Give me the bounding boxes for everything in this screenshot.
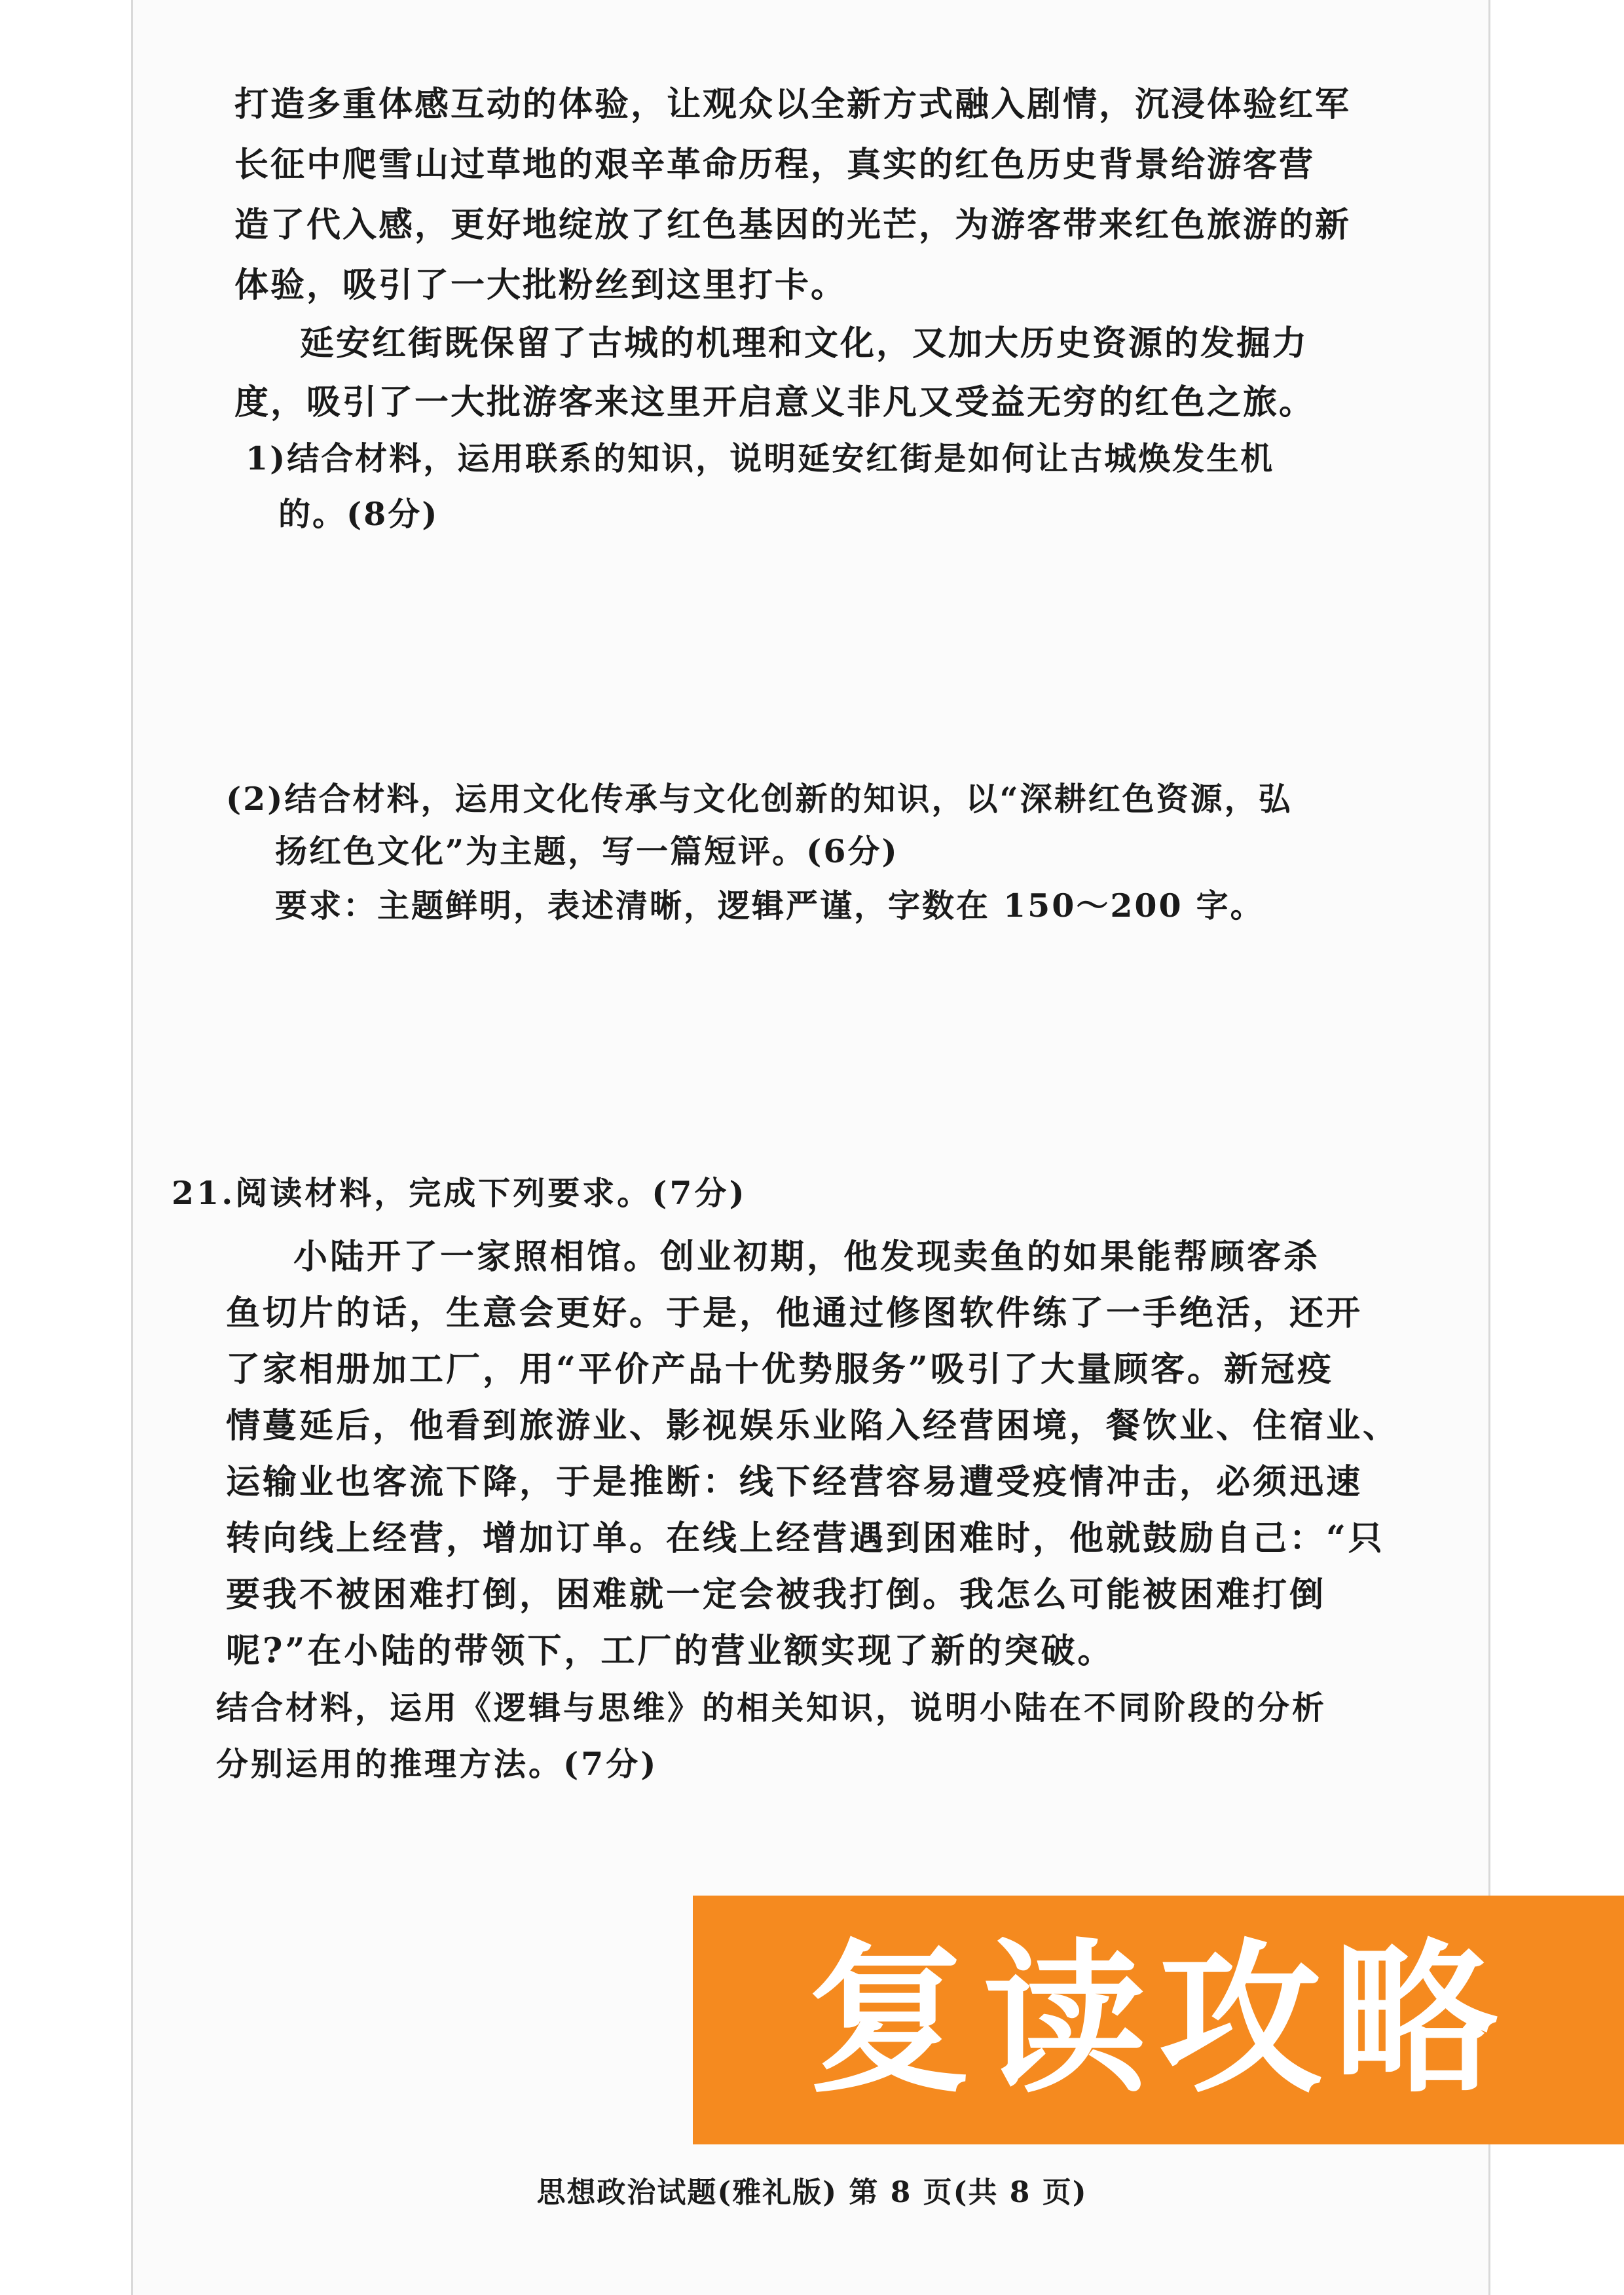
question-2-requirement: 要求：主题鲜明，表述清晰，逻辑严谨，字数在 150～200 字。 <box>275 887 1264 925</box>
question-21-task-line: 分别运用的推理方法。(7分) <box>216 1745 659 1783</box>
material-line: 延安红街既保留了古城的机理和文化，又加大历史资源的发掘力 <box>300 323 1309 363</box>
question-2-line: 扬红色文化”为主题，写一篇短评。(6分) <box>275 832 899 870</box>
question-21-title: 21.阅读材料，完成下列要求。(7分) <box>172 1174 747 1212</box>
question-1-line: 1)结合材料，运用联系的知识，说明延安红街是如何让古城焕发生机 <box>246 439 1275 477</box>
question-21-material-line: 要我不被困难打倒，困难就一定会被我打倒。我怎么可能被困难打倒 <box>226 1575 1327 1615</box>
question-21-material-line: 了家相册加工厂，用“平价产品十优势服务”吸引了大量顾客。新冠疫 <box>226 1349 1334 1389</box>
material-line: 度，吸引了一大批游客来这里开启意义非凡又受益无穷的红色之旅。 <box>234 382 1316 422</box>
question-21-material-line: 呢?”在小陆的带领下，工厂的营业额实现了新的突破。 <box>226 1631 1115 1671</box>
material-line: 造了代入感，更好地绽放了红色基因的光芒，为游客带来红色旅游的新 <box>234 205 1352 245</box>
page-footer: 思想政治试题(雅礼版) 第 8 页(共 8 页) <box>536 2176 1088 2209</box>
question-21-material-line: 转向线上经营，增加订单。在线上经营遇到困难时，他就鼓励自己：“只 <box>226 1518 1385 1558</box>
watermark-banner-text: 复读攻略 <box>807 1924 1509 2115</box>
material-line: 打造多重体感互动的体验，让观众以全新方式融入剧情，沉浸体验红军 <box>234 84 1352 124</box>
question-1-line: 的。(8分) <box>278 495 439 533</box>
material-line: 长征中爬雪山过草地的艰辛革命历程，真实的红色历史背景给游客营 <box>234 145 1316 185</box>
material-line: 体验，吸引了一大批粉丝到这里打卡。 <box>234 265 847 305</box>
question-2-line: (2)结合材料，运用文化传承与文化创新的知识，以“深耕红色资源，弘 <box>226 780 1293 818</box>
question-21-material-line: 小陆开了一家照相馆。创业初期，他发现卖鱼的如果能帮顾客杀 <box>293 1237 1321 1277</box>
question-21-material-line: 鱼切片的话，生意会更好。于是，他通过修图软件练了一手绝活，还开 <box>226 1293 1363 1333</box>
question-21-task-line: 结合材料，运用《逻辑与思维》的相关知识，说明小陆在不同阶段的分析 <box>216 1689 1327 1727</box>
watermark-banner <box>693 1896 1624 2144</box>
question-21-material-line: 情蔓延后，他看到旅游业、影视娱乐业陷入经营困境，餐饮业、住宿业、 <box>226 1406 1400 1446</box>
question-21-material-line: 运输业也客流下降，于是推断：线下经营容易遭受疫情冲击，必须迅速 <box>226 1462 1363 1502</box>
